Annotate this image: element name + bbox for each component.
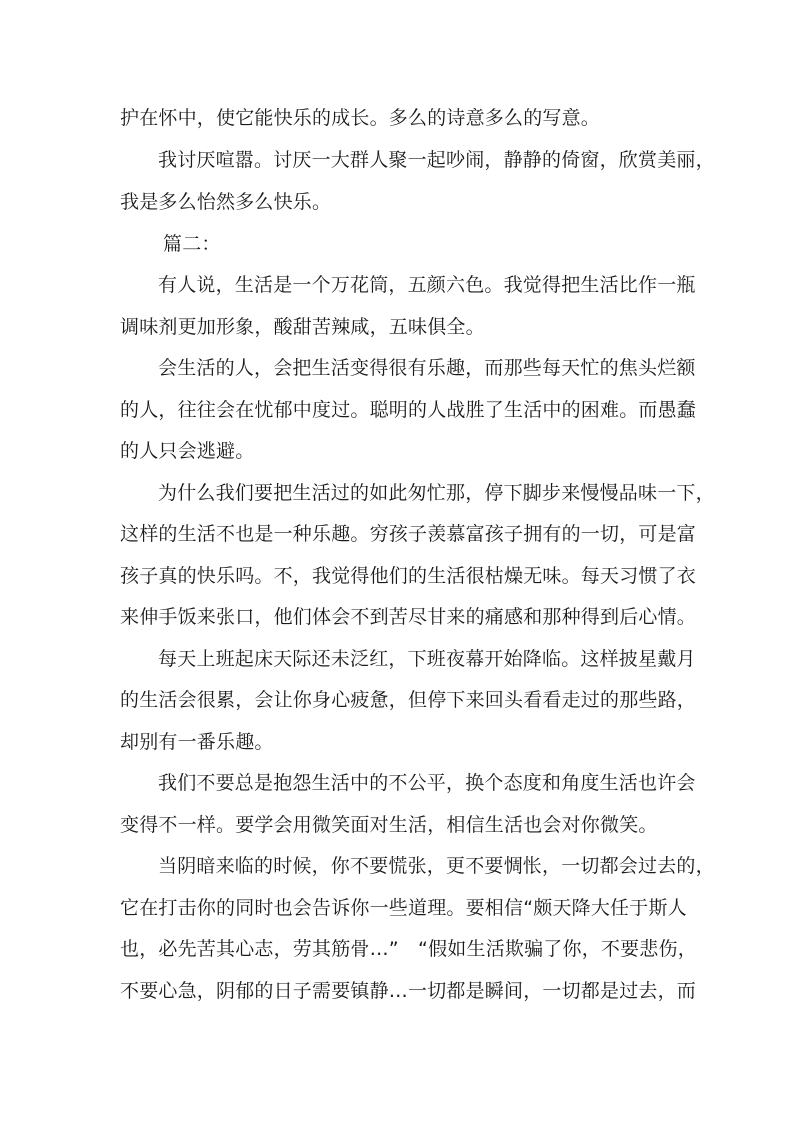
section-heading: 篇二： xyxy=(163,233,221,255)
text-line: 我讨厌喧嚣。讨厌一大群人聚一起吵闹，静静的倚窗，欣赏美丽， xyxy=(158,149,715,171)
text-line: 却别有一番乐趣。 xyxy=(120,731,274,753)
text-line: 的人，往往会在忧郁中度过。聪明的人战胜了生活中的困难。而愚蠢 xyxy=(120,399,697,421)
text-line: 有人说，生活是一个万花筒，五颜六色。我觉得把生活比作一瓶 xyxy=(158,274,696,296)
text-line: 我是多么怡然多么快乐。 xyxy=(120,191,332,213)
text-line: 当阴暗来临的时候，你不要慌张，更不要惆怅，一切都会过去的， xyxy=(158,855,715,877)
text-line: 为什么我们要把生活过的如此匆忙那，停下脚步来慢慢品味一下， xyxy=(158,482,715,504)
text-line: 这样的生活不也是一种乐趣。穷孩子羡慕富孩子拥有的一切，可是富 xyxy=(120,523,697,545)
text-line: 也，必先苦其心志，劳其筋骨…” “假如生活欺骗了你，不要悲伤， xyxy=(120,938,697,960)
text-line: 会生活的人，会把生活变得很有乐趣，而那些每天忙的焦头烂额 xyxy=(158,357,696,379)
text-line: 孩子真的快乐吗。不，我觉得他们的生活很枯燥无味。每天习惯了衣 xyxy=(120,565,697,587)
text-line: 的生活会很累，会让你身心疲惫，但停下来回头看看走过的那些路， xyxy=(120,689,697,711)
text-line: 它在打击你的同时也会告诉你一些道理。要相信“颇天降大任于斯人 xyxy=(120,897,687,919)
text-line: 变得不一样。要学会用微笑面对生活，相信生活也会对你微笑。 xyxy=(120,814,658,836)
text-line: 护在怀中，使它能快乐的成长。多么的诗意多么的写意。 xyxy=(120,107,601,129)
text-line: 我们不要总是抱怨生活中的不公平，换个态度和角度生活也许会 xyxy=(158,772,696,794)
text-line: 调味剂更加形象，酸甜苦辣咸，五味俱全。 xyxy=(120,316,485,338)
text-line: 来伸手饭来张口，他们体会不到苦尽甘来的痛感和那种得到后心情。 xyxy=(120,606,697,628)
text-line: 每天上班起床天际还未泛红，下班夜幕开始降临。这样披星戴月 xyxy=(158,648,696,670)
text-line: 的人只会逃避。 xyxy=(120,440,255,462)
text-line: 不要心急，阴郁的日子需要镇静…一切都是瞬间，一切都是过去，而 xyxy=(120,980,697,1002)
